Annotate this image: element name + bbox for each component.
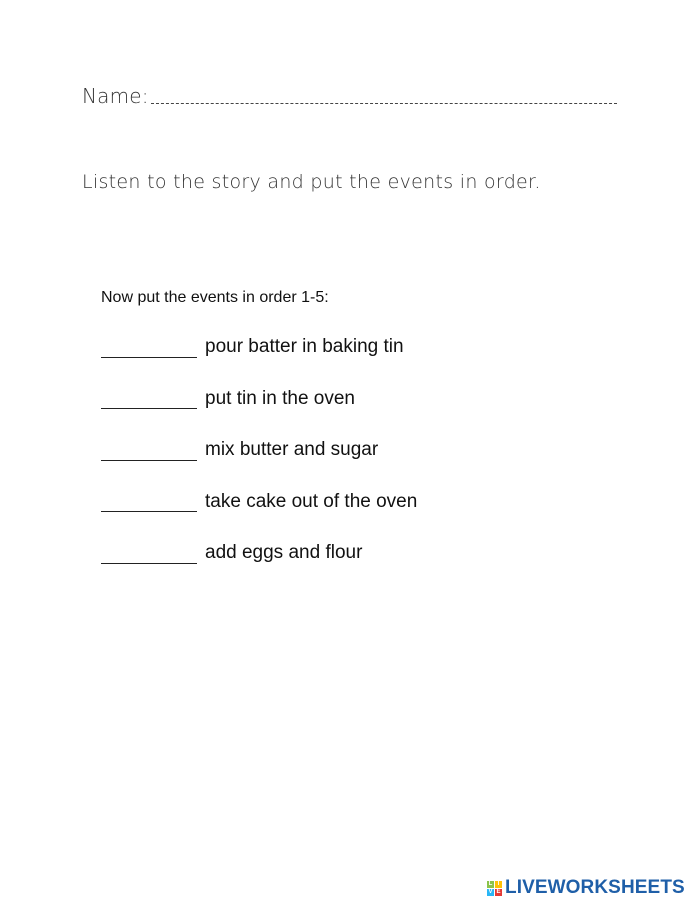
list-item bbox=[101, 388, 417, 440]
answer-input-4[interactable] bbox=[101, 493, 197, 512]
event-text: take cake out of the oven bbox=[205, 490, 418, 512]
list-item bbox=[101, 336, 417, 388]
instruction-text: Listen to the story and put the events in order. bbox=[82, 171, 541, 193]
logo-tile: L bbox=[488, 881, 493, 887]
answer-input-5[interactable] bbox=[101, 545, 197, 564]
logo-text: LIVEWORKSHEETS bbox=[505, 877, 685, 898]
answer-input-1[interactable] bbox=[101, 339, 197, 358]
list-item bbox=[101, 491, 417, 543]
exercise-subheading: Now put the events in order 1-5: bbox=[101, 289, 329, 306]
event-list bbox=[101, 336, 417, 594]
logo-tile: I bbox=[495, 881, 502, 888]
liveworksheets-logo bbox=[487, 877, 685, 899]
logo-grid-icon bbox=[487, 881, 502, 896]
name-blank-line[interactable] bbox=[151, 102, 617, 104]
event-text: add eggs and flour bbox=[205, 542, 363, 563]
answer-input-3[interactable] bbox=[101, 442, 197, 461]
name-row bbox=[82, 84, 617, 108]
name-label: Name: bbox=[82, 84, 149, 108]
list-item bbox=[101, 439, 417, 491]
logo-tile: V bbox=[488, 889, 493, 895]
answer-input-2[interactable] bbox=[101, 390, 197, 409]
logo-tile: E bbox=[496, 889, 501, 895]
event-text: mix butter and sugar bbox=[205, 439, 379, 460]
event-text: put tin in the oven bbox=[205, 387, 355, 409]
list-item bbox=[101, 542, 417, 594]
event-text: pour batter in baking tin bbox=[205, 336, 404, 357]
